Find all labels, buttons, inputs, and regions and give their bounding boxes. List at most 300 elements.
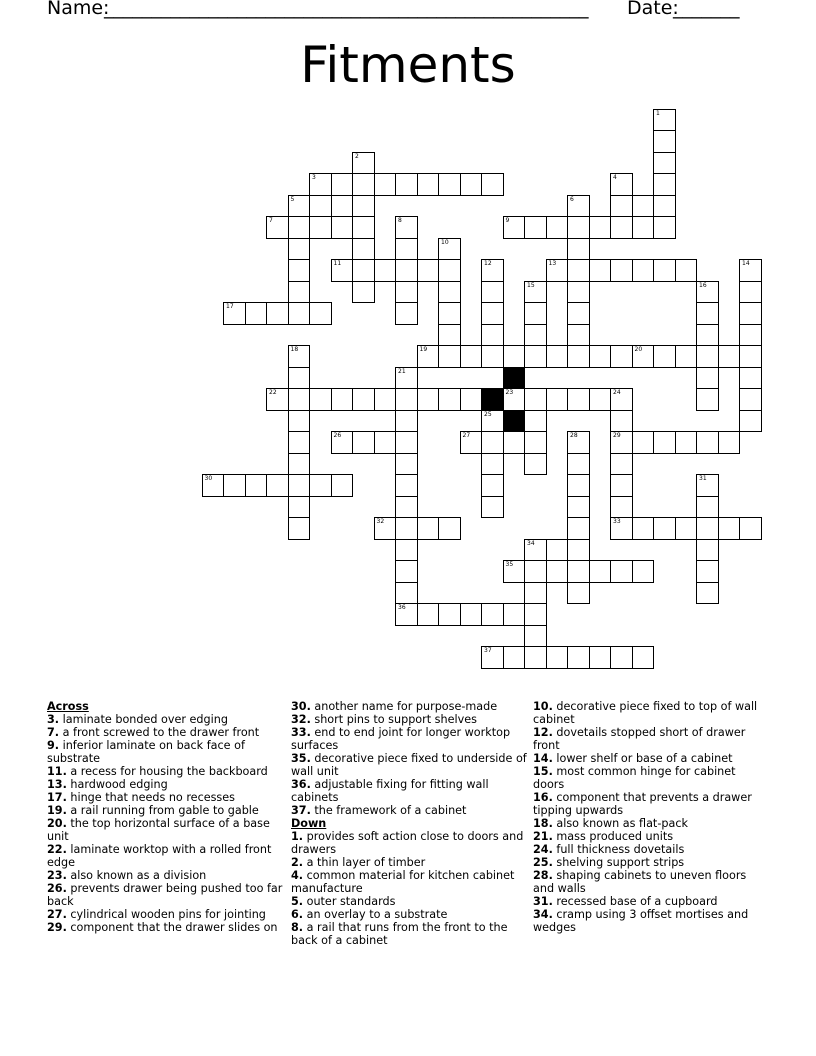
grid-cell[interactable] [696,281,719,304]
grid-cell[interactable] [739,517,762,540]
grid-cell[interactable] [288,496,311,519]
grid-cell[interactable] [417,388,440,411]
grid-cell[interactable] [288,281,311,304]
clue-item-text: the framework of a cabinet [314,804,467,817]
grid-cell[interactable] [610,410,633,433]
grid-cell[interactable] [524,560,547,583]
clue-number: 17 [226,303,234,310]
grid-cell[interactable] [266,216,289,239]
grid-cell[interactable] [331,259,354,282]
grid-cell[interactable] [632,517,655,540]
grid-cell[interactable] [546,345,569,368]
grid-cell[interactable] [438,517,461,540]
grid-cell[interactable] [481,345,504,368]
grid-cell[interactable] [417,345,440,368]
grid-cell[interactable] [309,195,332,218]
grid-cell[interactable] [610,173,633,196]
grid-cell[interactable] [739,410,762,433]
grid-cell[interactable] [395,560,418,583]
grid-cell[interactable] [610,517,633,540]
name-line[interactable]: ___________________________________________________ [104,0,589,19]
grid-cell[interactable] [245,474,268,497]
grid-cell[interactable] [352,238,375,261]
clue-item-text: shaping cabinets to uneven floors and walls [533,869,747,895]
grid-cell[interactable] [696,388,719,411]
grid-cell[interactable] [610,646,633,669]
grid-cell[interactable] [352,388,375,411]
clue-item-number: 34. [533,908,553,921]
grid-cell[interactable] [696,496,719,519]
grid-cell[interactable] [395,259,418,282]
clue-item [533,869,769,895]
grid-cell[interactable] [567,259,590,282]
grid-cell[interactable] [653,195,676,218]
grid-cell[interactable] [352,259,375,282]
grid-cell[interactable] [395,582,418,605]
grid-cell[interactable] [524,539,547,562]
grid-cell[interactable] [632,216,655,239]
grid-cell[interactable] [481,474,504,497]
grid-cell[interactable] [567,474,590,497]
grid-cell[interactable] [460,603,483,626]
grid-cell[interactable] [352,431,375,454]
grid-cell[interactable] [610,216,633,239]
clue-column-2 [291,700,527,947]
clue-item-number: 15. [533,765,553,778]
clue-item [47,791,283,804]
clue-item-text: laminate bonded over edging [62,713,228,726]
grid-cell[interactable] [438,302,461,325]
grid-cell[interactable] [524,345,547,368]
date-label: Date: [627,0,679,19]
clue-item-text: prevents drawer being pushed too far back [47,882,283,908]
clue-item-text: inferior laminate on back face of substrate [47,739,245,765]
grid-cell[interactable] [481,646,504,669]
grid-cell[interactable] [288,474,311,497]
clue-item-text: decorative piece fixed to top of wall cabinet [533,700,758,726]
grid-cell[interactable] [288,259,311,282]
grid-cell[interactable] [567,453,590,476]
grid-cell[interactable] [739,388,762,411]
grid-cell[interactable] [395,216,418,239]
grid-cell[interactable] [481,324,504,347]
clue-item-number: 33. [291,726,311,739]
grid-cell[interactable] [266,302,289,325]
grid-cell[interactable] [653,345,676,368]
grid-cell[interactable] [653,431,676,454]
clue-number: 27 [462,432,471,439]
grid-cell[interactable] [632,195,655,218]
grid-cell[interactable] [524,324,547,347]
grid-cell[interactable] [395,367,418,390]
clue-number: 37 [484,647,492,654]
grid-cell[interactable] [675,259,698,282]
grid-cell[interactable] [331,173,354,196]
grid-cell[interactable] [524,646,547,669]
grid-cell[interactable] [460,345,483,368]
clue-item-text: also known as a division [70,869,207,882]
grid-cell[interactable] [417,173,440,196]
grid-cell[interactable] [567,517,590,540]
clue-item [291,726,527,752]
grid-cell[interactable] [438,238,461,261]
grid-cell[interactable] [352,195,375,218]
clue-item-text: another name for purpose-made [314,700,498,713]
grid-cell[interactable] [395,453,418,476]
clue-item [533,726,769,752]
grid-cell[interactable] [309,216,332,239]
grid-cell[interactable] [524,431,547,454]
down-heading: Down [291,817,327,830]
grid-cell[interactable] [288,367,311,390]
clue-number: 36 [398,604,406,611]
clue-item-text: full thickness dovetails [556,843,685,856]
grid-cell[interactable] [352,216,375,239]
grid-cell[interactable] [610,195,633,218]
grid-cell[interactable] [395,238,418,261]
grid-cell[interactable] [675,345,698,368]
grid-cell[interactable] [460,431,483,454]
grid-cell[interactable] [288,431,311,454]
grid-cell[interactable] [524,281,547,304]
clue-item-text: provides soft action close to doors and drawers [291,830,524,856]
grid-cell[interactable] [610,259,633,282]
grid-cell[interactable] [438,281,461,304]
grid-cell[interactable] [524,388,547,411]
grid-cell[interactable] [524,302,547,325]
grid-cell[interactable] [739,345,762,368]
clue-item-number: 6. [291,908,304,921]
grid-cell[interactable] [589,216,612,239]
grid-cell[interactable] [460,173,483,196]
grid-cell[interactable] [653,259,676,282]
clue-number: 22 [269,389,277,396]
date-line[interactable]: _______ [673,0,740,19]
clue-item-number: 28. [533,869,553,882]
grid-cell[interactable] [524,216,547,239]
grid-cell[interactable] [331,216,354,239]
grid-cell[interactable] [266,474,289,497]
grid-cell[interactable] [245,302,268,325]
grid-cell[interactable] [503,560,526,583]
grid-cell[interactable] [546,259,569,282]
grid-cell[interactable] [696,324,719,347]
grid-cell[interactable] [524,582,547,605]
clue-item-text: a recess for housing the backboard [70,765,268,778]
grid-cell[interactable] [567,388,590,411]
grid-cell[interactable] [223,474,246,497]
clue-item [291,908,527,921]
clue-item-number: 32. [291,713,311,726]
grid-cell[interactable] [567,539,590,562]
grid-cell[interactable] [567,582,590,605]
grid-cell[interactable] [546,216,569,239]
grid-cell[interactable] [223,302,246,325]
clue-item-text: hardwood edging [70,778,168,791]
grid-cell[interactable] [481,410,504,433]
grid-cell[interactable] [503,345,526,368]
grid-cell[interactable] [567,195,590,218]
grid-cell[interactable] [567,646,590,669]
clue-item-text: most common hinge for cabinet doors [533,765,736,791]
grid-cell[interactable] [696,474,719,497]
grid-cell[interactable] [374,431,397,454]
clue-number: 21 [398,367,406,375]
grid-cell[interactable] [481,453,504,476]
grid-block [503,410,526,433]
grid-cell[interactable] [546,388,569,411]
grid-cell[interactable] [374,259,397,282]
grid-cell[interactable] [589,259,612,282]
grid-cell[interactable] [589,646,612,669]
grid-cell[interactable] [524,453,547,476]
grid-cell[interactable] [309,474,332,497]
grid-cell[interactable] [503,216,526,239]
clue-item [47,726,283,739]
grid-cell[interactable] [331,474,354,497]
grid-cell[interactable] [567,560,590,583]
grid-cell[interactable] [288,195,311,218]
grid-cell[interactable] [653,173,676,196]
grid-cell[interactable] [503,603,526,626]
clue-item [291,700,527,713]
grid-cell[interactable] [610,560,633,583]
grid-cell[interactable] [653,517,676,540]
clue-item-text: mass produced units [556,830,674,843]
grid-cell[interactable] [395,431,418,454]
clue-item-number: 16. [533,791,553,804]
clue-item [533,791,769,817]
grid-cell[interactable] [696,431,719,454]
clue-number: 9 [505,217,510,224]
clue-item [47,921,283,934]
grid-cell[interactable] [438,324,461,347]
grid-cell[interactable] [309,388,332,411]
grid-cell[interactable] [503,431,526,454]
grid-cell[interactable] [610,388,633,411]
grid-cell[interactable] [524,410,547,433]
grid-cell[interactable] [331,388,354,411]
grid-cell[interactable] [374,517,397,540]
grid-cell[interactable] [567,238,590,261]
grid-cell[interactable] [288,453,311,476]
grid-cell[interactable] [589,388,612,411]
grid-cell[interactable] [567,302,590,325]
clue-item-number: 4. [291,869,304,882]
clue-item [47,869,283,882]
grid-cell[interactable] [503,388,526,411]
clue-item-text: a rail that runs from the front to the back of a cabinet [291,921,508,947]
clue-item-number: 17. [47,791,67,804]
clue-item-text: component that prevents a drawer tipping upwards [533,791,752,817]
clue-item [533,908,769,934]
grid-cell[interactable] [374,173,397,196]
grid-cell[interactable] [374,388,397,411]
grid-cell[interactable] [696,345,719,368]
grid-cell[interactable] [739,367,762,390]
grid-cell[interactable] [395,474,418,497]
grid-cell[interactable] [481,259,504,282]
grid-cell[interactable] [610,474,633,497]
grid-cell[interactable] [503,646,526,669]
clue-number: 15 [527,281,535,289]
grid-cell[interactable] [696,367,719,390]
grid-cell[interactable] [524,603,547,626]
grid-cell[interactable] [395,388,418,411]
grid-cell[interactable] [675,517,698,540]
grid-cell[interactable] [610,496,633,519]
grid-cell[interactable] [696,302,719,325]
grid-cell[interactable] [352,152,375,175]
clue-item [47,739,283,765]
grid-cell[interactable] [417,603,440,626]
grid-cell[interactable] [739,324,762,347]
grid-cell[interactable] [481,281,504,304]
grid-cell[interactable] [481,431,504,454]
clue-item-text: end to end joint for longer worktop surfaces [291,726,511,752]
grid-cell[interactable] [739,259,762,282]
grid-cell[interactable] [696,560,719,583]
grid-cell[interactable] [395,517,418,540]
clue-number: 5 [290,195,295,203]
clue-number: 7 [269,217,273,224]
grid-cell[interactable] [567,281,590,304]
grid-cell[interactable] [288,388,311,411]
grid-cell[interactable] [610,345,633,368]
clue-number: 18 [290,346,299,353]
grid-cell[interactable] [309,173,332,196]
grid-cell[interactable] [567,345,590,368]
grid-cell[interactable] [438,345,461,368]
grid-cell[interactable] [417,259,440,282]
grid-cell[interactable] [438,388,461,411]
grid-cell[interactable] [653,216,676,239]
grid-cell[interactable] [438,259,461,282]
clue-item [533,700,769,726]
clue-item [291,752,527,778]
grid-cell[interactable] [395,496,418,519]
grid-cell[interactable] [331,195,354,218]
clue-item-number: 35. [291,752,311,765]
grid-cell[interactable] [610,431,633,454]
grid-cell[interactable] [696,582,719,605]
grid-cell[interactable] [460,388,483,411]
clue-item [291,713,527,726]
grid-cell[interactable] [718,431,741,454]
grid-cell[interactable] [395,603,418,626]
grid-cell[interactable] [395,302,418,325]
grid-cell[interactable] [610,453,633,476]
grid-cell[interactable] [632,560,655,583]
grid-cell[interactable] [395,173,418,196]
grid-cell[interactable] [288,238,311,261]
clue-item-number: 1. [291,830,304,843]
grid-cell[interactable] [288,345,311,368]
grid-cell[interactable] [739,302,762,325]
grid-cell[interactable] [718,517,741,540]
grid-cell[interactable] [632,259,655,282]
grid-cell[interactable] [567,496,590,519]
grid-cell[interactable] [352,281,375,304]
clue-number: 14 [742,260,750,267]
clue-column-1 [47,700,283,934]
grid-cell[interactable] [352,173,375,196]
clue-number: 31 [699,475,707,482]
grid-cell[interactable] [632,431,655,454]
clue-item-number: 37. [291,804,311,817]
grid-cell[interactable] [331,431,354,454]
clue-item-number: 25. [533,856,553,869]
grid-cell[interactable] [632,646,655,669]
grid-cell[interactable] [653,130,676,153]
clue-item [47,713,283,726]
clue-item-text: dovetails stopped short of drawer front [533,726,746,752]
grid-cell[interactable] [567,431,590,454]
clue-number: 12 [484,260,492,267]
grid-cell[interactable] [202,474,225,497]
grid-cell[interactable] [481,173,504,196]
grid-cell[interactable] [417,517,440,540]
clue-item-number: 10. [533,700,553,713]
grid-cell[interactable] [438,173,461,196]
grid-cell[interactable] [288,302,311,325]
grid-cell[interactable] [696,517,719,540]
clue-item-number: 29. [47,921,67,934]
grid-cell[interactable] [696,539,719,562]
grid-cell[interactable] [546,560,569,583]
grid-cell[interactable] [718,345,741,368]
grid-cell[interactable] [395,539,418,562]
grid-cell[interactable] [567,324,590,347]
clue-item-number: 19. [47,804,67,817]
grid-cell[interactable] [288,517,311,540]
grid-cell[interactable] [546,539,569,562]
grid-cell[interactable] [589,560,612,583]
grid-cell[interactable] [675,431,698,454]
grid-cell[interactable] [288,410,311,433]
grid-cell[interactable] [589,345,612,368]
clue-number: 30 [204,475,213,482]
clue-item-number: 5. [291,895,304,908]
clue-item-number: 14. [533,752,553,765]
grid-cell[interactable] [524,625,547,648]
clue-item [291,856,527,869]
clue-item-text: adjustable fixing for fitting wall cabinets [291,778,489,804]
grid-cell[interactable] [288,216,311,239]
grid-cell[interactable] [481,302,504,325]
grid-cell[interactable] [266,388,289,411]
grid-cell[interactable] [438,603,461,626]
grid-cell[interactable] [309,302,332,325]
clue-item-text: cylindrical wooden pins for jointing [70,908,266,921]
clue-item [291,921,527,947]
grid-cell[interactable] [632,345,655,368]
clue-number: 11 [333,260,342,267]
grid-cell[interactable] [739,281,762,304]
grid-cell[interactable] [395,281,418,304]
grid-cell[interactable] [546,646,569,669]
grid-cell[interactable] [653,109,676,132]
clue-number: 4 [613,174,617,181]
grid-cell[interactable] [481,603,504,626]
clue-item-number: 3. [47,713,60,726]
grid-cell[interactable] [653,152,676,175]
clue-item [291,778,527,804]
grid-cell[interactable] [567,216,590,239]
grid-cell[interactable] [395,410,418,433]
clue-item-text: laminate worktop with a rolled front edge [47,843,272,869]
grid-cell[interactable] [481,496,504,519]
